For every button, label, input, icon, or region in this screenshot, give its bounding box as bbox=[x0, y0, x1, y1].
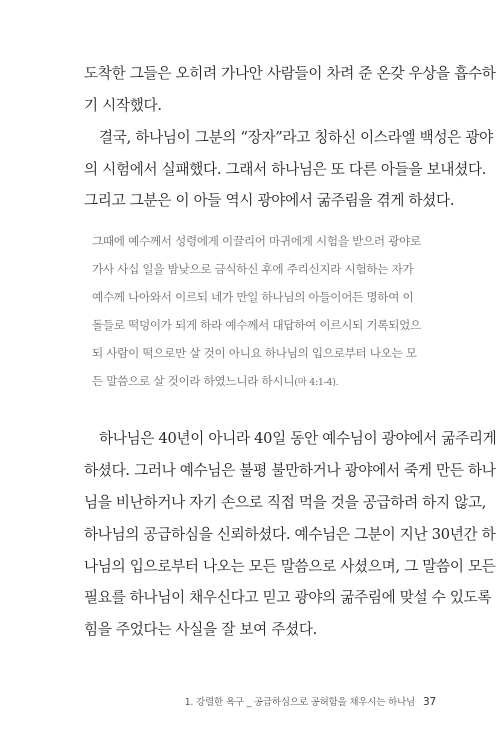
paragraph-1-line-2: 기 시작했다. bbox=[84, 97, 162, 114]
quote-line-6 bbox=[92, 373, 338, 391]
paragraph-2-line-1: 결국, 하나님이 그분의 “장자”라고 칭하신 이스라엘 백성은 광야 bbox=[99, 129, 493, 146]
quote-last-text: 든 말씀으로 살 것이라 하였느니라 하시니 bbox=[92, 374, 295, 388]
paragraph-1-line-1: 도착한 그들은 오히려 가나안 사람들이 차려 준 온갖 우상을 흡수하 bbox=[84, 65, 496, 82]
quote-line-2: 가사 사십 일을 밤낮으로 금식하신 후에 주리신지라 시험하는 자가 bbox=[92, 262, 414, 276]
paragraph-3-line-6: 필요를 하나님이 채우신다고 믿고 광야의 굶주림에 맞설 수 있도록 bbox=[84, 589, 492, 606]
paragraph-3-line-3: 님을 비난하거나 자기 손으로 직접 먹을 것을 공급하려 하지 않고, bbox=[84, 494, 487, 511]
paragraph-2-line-3: 그리고 그분은 이 아들 역시 광야에서 굶주림을 겪게 하셨다. bbox=[84, 192, 455, 209]
paragraph-3-line-7: 힘을 주었다는 사실을 잘 보여 주셨다. bbox=[84, 621, 317, 638]
page-number: 37 bbox=[423, 696, 436, 708]
quote-line-1: 그때에 예수께서 성령에게 이끌리어 마귀에게 시험을 받으러 광야로 bbox=[92, 234, 421, 248]
paragraph-3-line-4: 하나님의 공급하심을 신뢰하셨다. 예수님은 그분이 지난 30년간 하 bbox=[84, 526, 496, 543]
paragraph-3-line-5: 나님의 입으로부터 나오는 모든 말씀으로 사셨으며, 그 말씀이 모든 bbox=[84, 558, 496, 575]
paragraph-3-line-2: 하셨다. 그러나 예수님은 불평 불만하거나 광야에서 죽게 만든 하나 bbox=[84, 462, 496, 479]
running-footer bbox=[185, 694, 436, 708]
quote-line-3: 예수께 나아와서 이르되 네가 만일 하나님의 아들이어든 명하여 이 bbox=[92, 290, 414, 304]
quote-line-4: 돌들로 떡덩이가 되게 하라 예수께서 대답하여 이르시되 기록되었으 bbox=[92, 318, 421, 332]
paragraph-3-line-1: 하나님은 40년이 아니라 40일 동안 예수님이 광야에서 굶주리게 bbox=[99, 430, 497, 447]
chapter-title: 1. 강렬한 욕구 _ 공급하심으로 공허함을 채우시는 하나님 bbox=[184, 697, 416, 708]
quote-line-5: 되 사람이 떡으로만 살 것이 아니요 하나님의 입으로부터 나오는 모 bbox=[92, 346, 417, 360]
scripture-reference: (마 4:1-4). bbox=[294, 377, 339, 388]
paragraph-2-line-2: 의 시험에서 실패했다. 그래서 하나님은 또 다른 아들을 보내셨다. bbox=[84, 161, 487, 178]
